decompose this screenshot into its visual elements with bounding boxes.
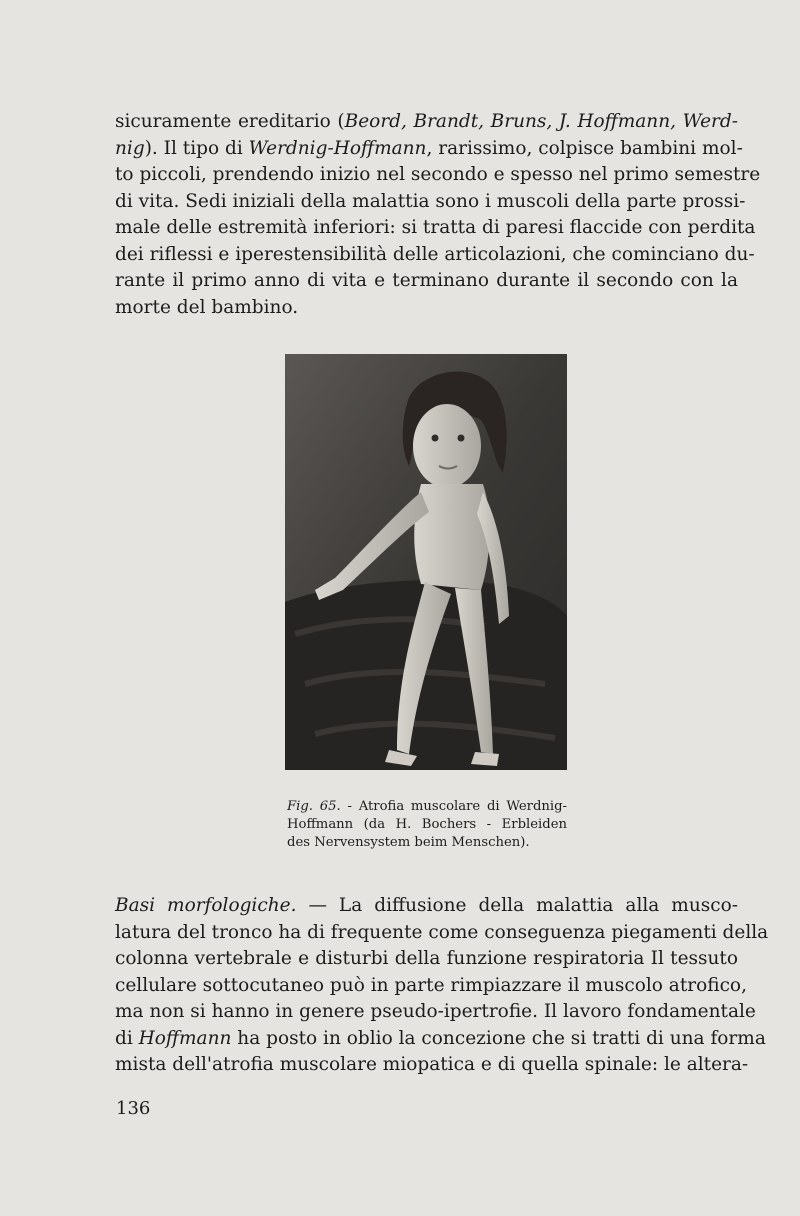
text-run: - Atrofia muscolare di Werdnig- [340, 799, 568, 814]
text-run: morte del bambino. [115, 296, 299, 318]
text-run: des Nervensystem beim Menschen). [287, 835, 530, 850]
italic-text-run: Werdnig-Hoffmann [248, 137, 427, 159]
text-line [115, 1052, 749, 1079]
text-run: ma non si hanno in genere pseudo-ipertrofie. Il lavoro fondamentale [115, 1001, 756, 1022]
text-run: sicuramente ereditario ( [115, 111, 345, 132]
italic-text-run: Fig. 65. [287, 799, 341, 814]
figure-photograph [285, 354, 567, 770]
text-run: ). Il tipo di [144, 137, 249, 159]
text-line [115, 1026, 766, 1053]
italic-text-run: Beord, Brandt, Bruns, J. Hoffmann, Werd- [344, 111, 738, 132]
text-line [287, 834, 567, 852]
text-line [287, 816, 567, 834]
text-line [287, 798, 567, 816]
italic-text-run: nig [115, 137, 145, 159]
text-run: di vita. Sedi iniziali della malattia sono i muscoli della parte prossi- [115, 190, 746, 212]
text-run: latura del tronco ha di frequente come conseguenza piegamenti della [115, 921, 769, 943]
text-line [115, 295, 738, 322]
text-run: male delle estremità inferiori: si tratta di paresi flaccide con perdita [115, 217, 756, 238]
figure-caption [287, 798, 567, 852]
text-run: di [115, 1027, 139, 1049]
text-line [115, 268, 738, 295]
text-line [115, 920, 769, 947]
paragraph-2 [115, 893, 769, 1079]
page-number: 136 [116, 1098, 151, 1119]
text-run: cellulare sottocutaneo può in parte rimpiazzare il muscolo atrofico, [115, 974, 747, 996]
text-run: mista dell'atrofia muscolare miopatica e di quella spinale: le altera- [115, 1054, 749, 1075]
text-run: to piccoli, prendendo inizio nel secondo e spesso nel primo semestre [115, 164, 761, 185]
paragraph-1 [115, 109, 761, 321]
text-run: Hoffmann (da H. Bochers - Erbleiden [287, 817, 567, 832]
text-line [115, 136, 743, 163]
italic-text-run: Hoffmann [138, 1027, 232, 1049]
text-line [115, 973, 747, 1000]
text-line [115, 162, 761, 189]
child-photo-illustration [285, 354, 567, 770]
text-line [115, 189, 746, 216]
text-run: , rarissimo, colpisce bambini mol- [426, 137, 743, 159]
text-line [115, 999, 756, 1026]
text-line [115, 109, 738, 136]
text-line [115, 893, 738, 920]
text-run: colonna vertebrale e disturbi della funzione respiratoria Il tessuto [115, 948, 738, 969]
text-line [115, 242, 755, 269]
text-run: dei riflessi e iperestensibilità delle articolazioni, che cominciano du- [115, 243, 755, 265]
text-run: ha posto in oblio la concezione che si tratti di una forma [231, 1027, 766, 1049]
italic-text-run: Basi morfologiche. [115, 895, 297, 916]
text-run: — La diffusione della malattia alla musco- [296, 895, 738, 916]
text-run: rante il primo anno di vita e terminano durante il secondo con la [115, 270, 738, 291]
text-line [115, 946, 738, 973]
text-line [115, 215, 756, 242]
